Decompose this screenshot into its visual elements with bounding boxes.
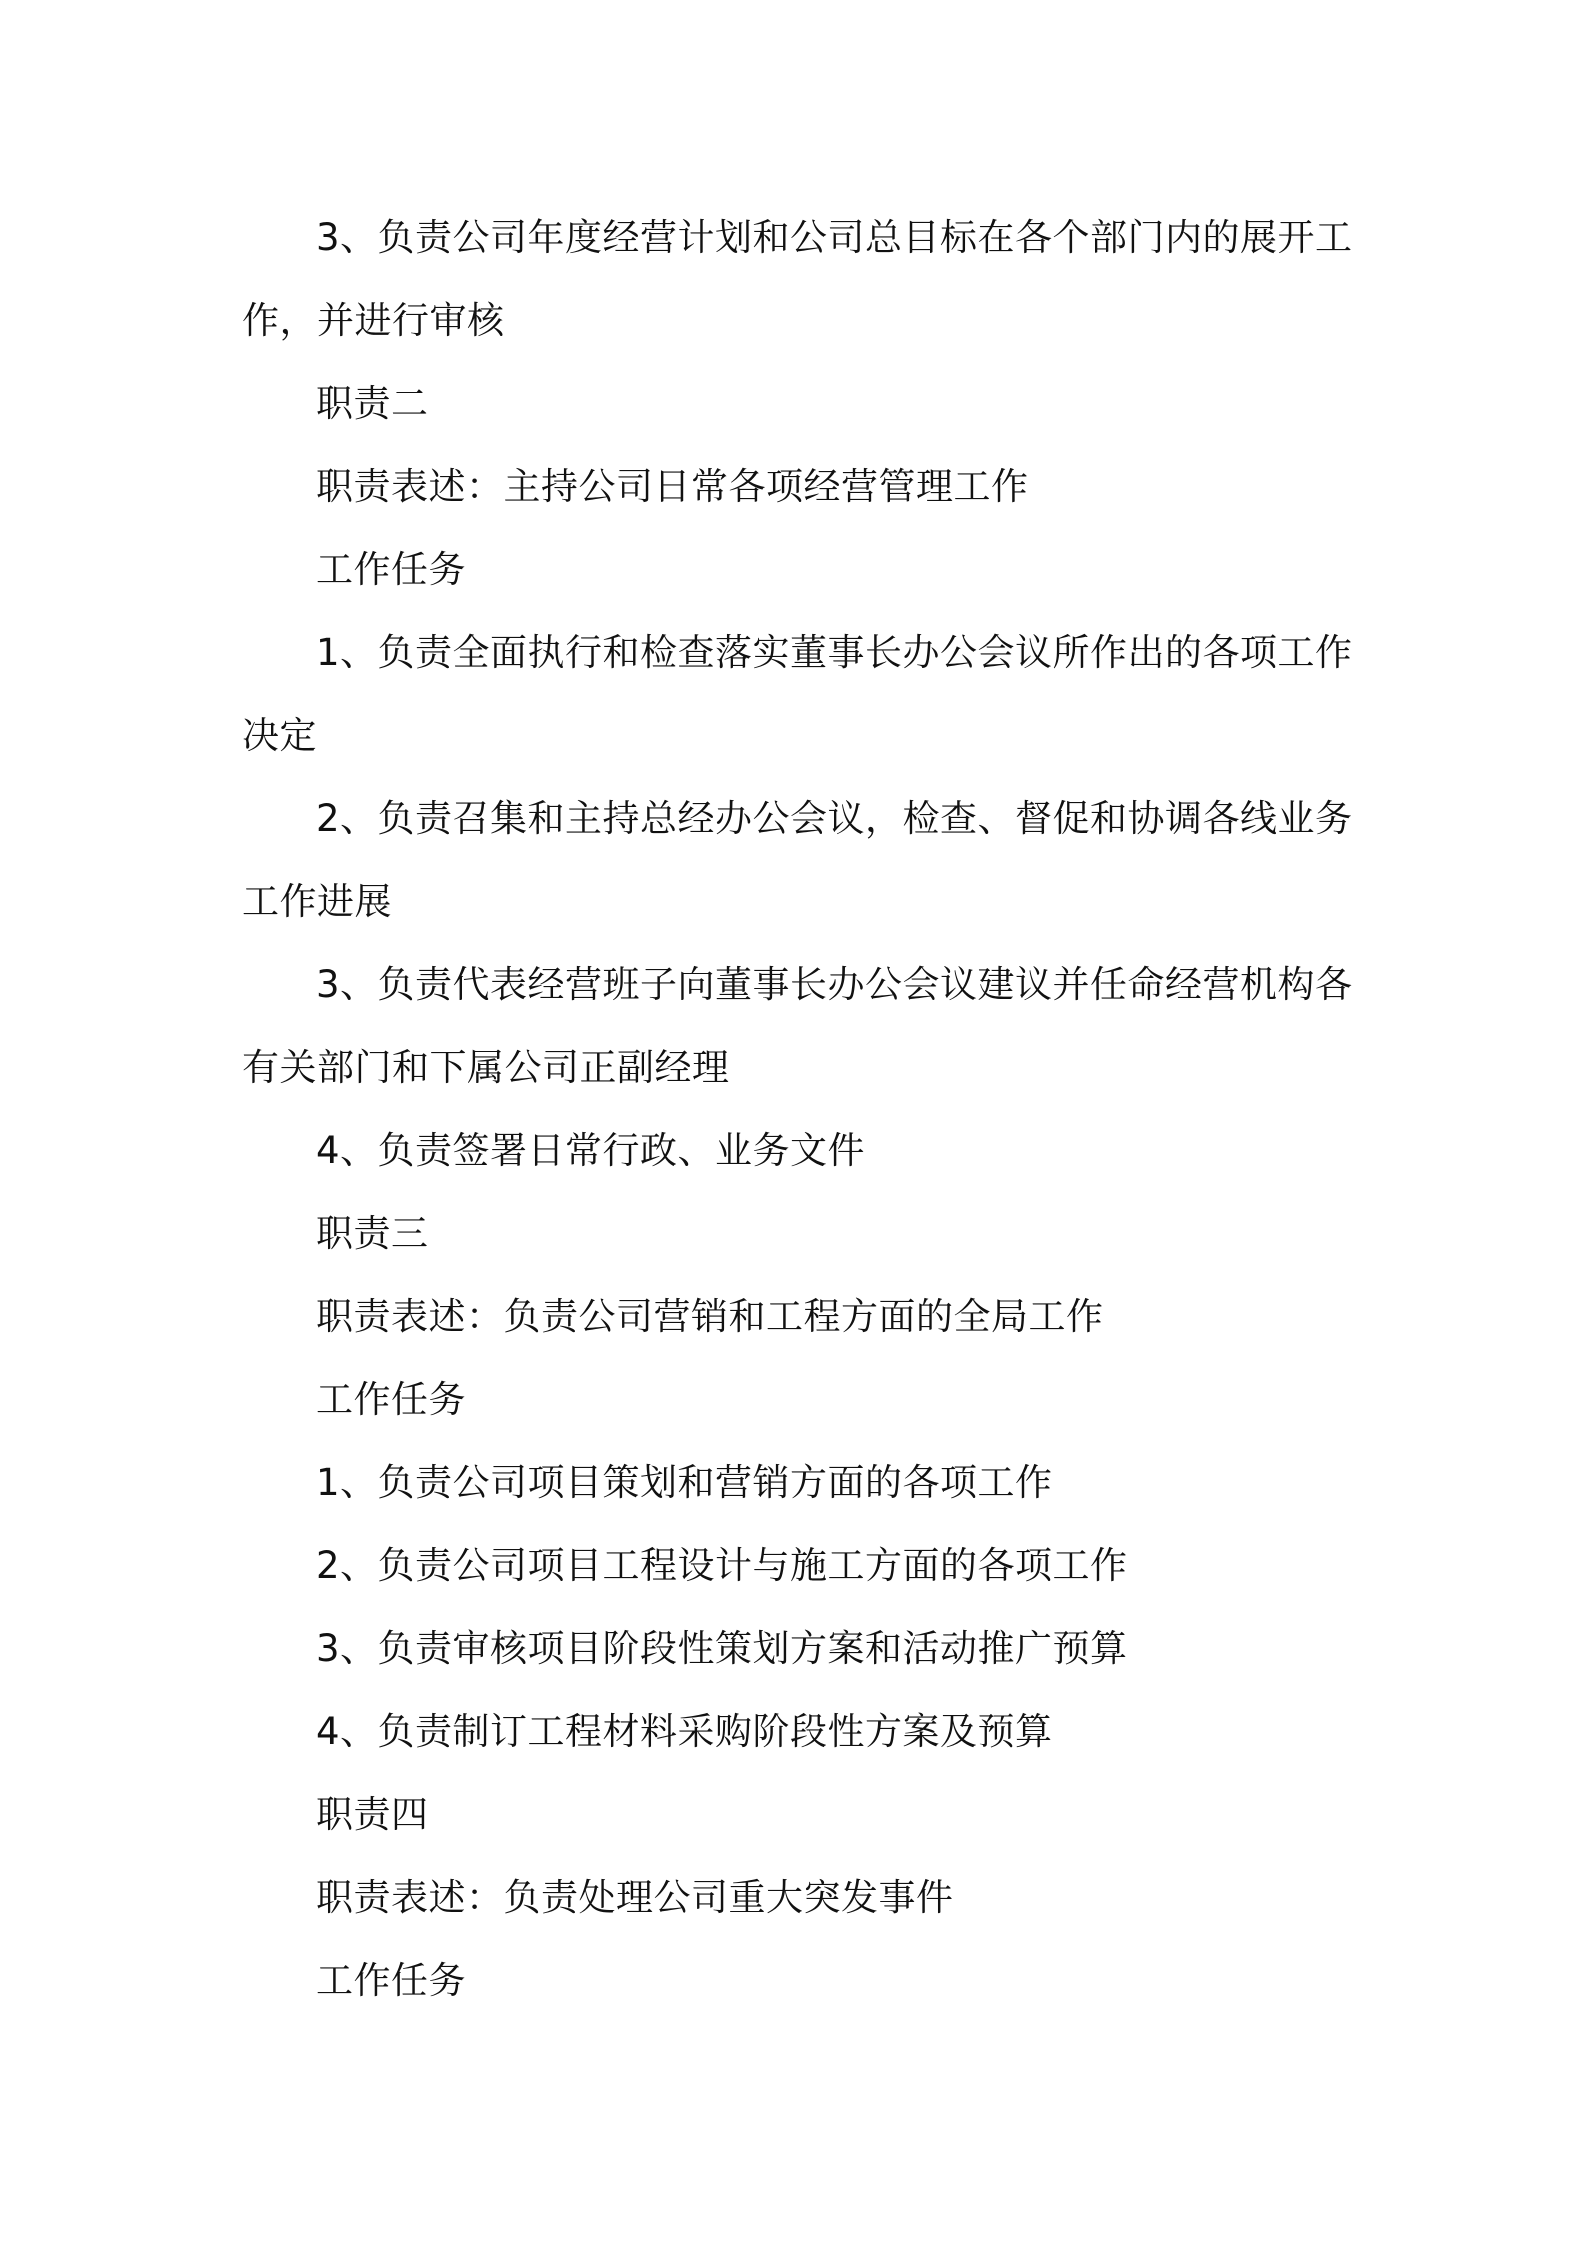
duty-three-task-2: 2、负责公司项目工程设计与施工方面的各项工作 xyxy=(316,1544,1128,1587)
duty-four-tasks-heading: 工作任务 xyxy=(316,1959,466,2002)
duty-three-tasks-heading: 工作任务 xyxy=(316,1378,466,1421)
duty-three-task-3: 3、负责审核项目阶段性策划方案和活动推广预算 xyxy=(316,1627,1128,1670)
heading-duty-four: 职责四 xyxy=(316,1793,429,1836)
paragraph-task-3-annual-plan: 3、负责公司年度经营计划和公司总目标在各个部门内的展开工作，并进行审核 xyxy=(242,216,1353,342)
duty-four-description: 职责表述：负责处理公司重大突发事件 xyxy=(316,1876,954,1919)
duty-two-task-3: 3、负责代表经营班子向董事长办公会议建议并任命经营机构各有关部门和下属公司正副经理 xyxy=(242,963,1353,1089)
duty-three-description: 职责表述：负责公司营销和工程方面的全局工作 xyxy=(316,1295,1104,1338)
document-body xyxy=(242,196,1354,2022)
duty-two-tasks-heading: 工作任务 xyxy=(316,548,466,591)
duty-two-task-1: 1、负责全面执行和检查落实董事长办公会议所作出的各项工作决定 xyxy=(242,631,1353,757)
duty-two-task-2: 2、负责召集和主持总经办公会议，检查、督促和协调各线业务工作进展 xyxy=(242,797,1353,923)
duty-three-task-4: 4、负责制订工程材料采购阶段性方案及预算 xyxy=(316,1710,1053,1753)
duty-three-task-1: 1、负责公司项目策划和营销方面的各项工作 xyxy=(316,1461,1053,1504)
heading-duty-two: 职责二 xyxy=(316,382,429,425)
duty-two-description: 职责表述：主持公司日常各项经营管理工作 xyxy=(316,465,1029,508)
heading-duty-three: 职责三 xyxy=(316,1212,429,1255)
duty-two-task-4: 4、负责签署日常行政、业务文件 xyxy=(316,1129,866,1172)
